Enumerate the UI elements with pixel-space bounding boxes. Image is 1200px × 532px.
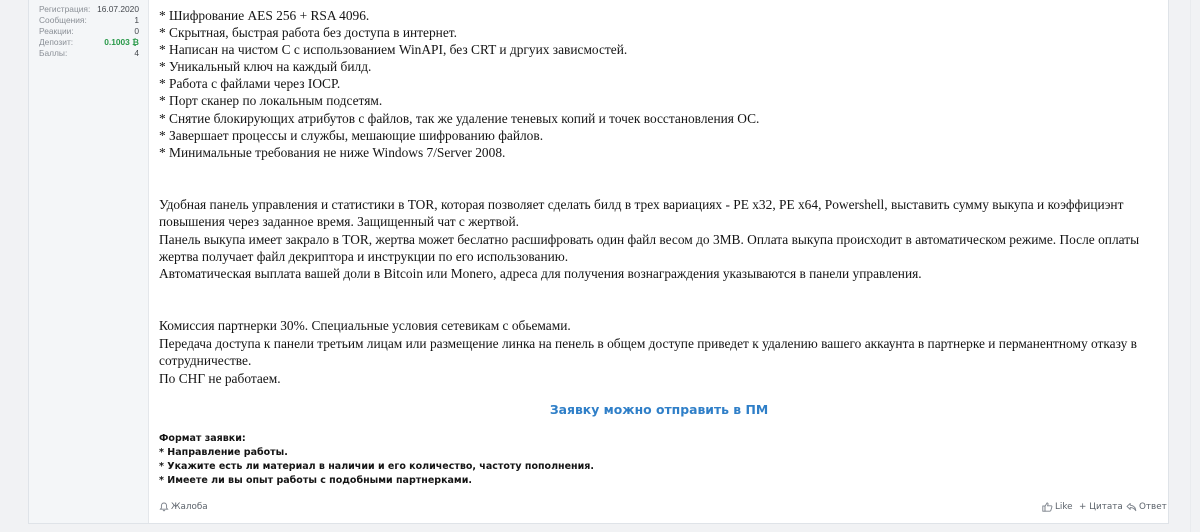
form-line: * Направление работы.: [159, 447, 288, 458]
feature-line: * Минимальные требования не ниже Windows 7/Server 2008.: [159, 145, 506, 160]
reply-icon: [1126, 502, 1137, 512]
thumbs-up-icon: [1042, 502, 1053, 512]
stat-value: 0: [134, 26, 139, 36]
feature-line: * Шифрование AES 256 + RSA 4096.: [159, 8, 370, 23]
like-label: Like: [1055, 502, 1073, 512]
stat-label: Реакции:: [39, 26, 74, 36]
panel-line: Удобная панель управления и статистики в TOR, которая позволяет сделать билд в трех вариациях - PE x32, PE x64, Powershell, выставить сумму выкупа и коэффициэнт: [159, 197, 1124, 212]
feature-line: * Работа с файлами через IOCP.: [159, 76, 341, 91]
stat-registration: [39, 4, 139, 15]
terms-line: сотрудничестве.: [159, 353, 252, 368]
feature-line: * Написан на чистом С с использованием WinAPI, без CRT и дргуих зависмостей.: [159, 42, 628, 57]
stat-label: Депозит:: [39, 37, 74, 47]
panel-line: Панель выкупа имеет закрало в TOR, жертва может беслатно расшифровать один файл весом до 3МВ. Оплата выкупа происходит в автоматическом режиме. После оплаты: [159, 232, 1140, 247]
feature-line: * Уникальный ключ на каждый билд.: [159, 59, 372, 74]
forum-post: [28, 0, 1169, 524]
send-request-link[interactable]: Заявку можно отправить в ПМ: [549, 402, 769, 417]
stat-value: 16.07.2020: [97, 4, 139, 14]
bell-icon: [159, 502, 169, 512]
terms-line: По СНГ не работаем.: [159, 371, 281, 386]
stat-messages: [39, 15, 139, 26]
page-border: [1190, 0, 1191, 532]
stat-label: Баллы:: [39, 48, 68, 58]
stat-deposit: [39, 37, 139, 48]
stat-value: 0.1003 ₿: [104, 37, 139, 47]
stat-label: Сообщения:: [39, 15, 87, 25]
report-button[interactable]: [159, 502, 208, 512]
reply-label: Ответ: [1139, 502, 1167, 512]
feature-line: * Скрытная, быстрая работа без доступа в интернет.: [159, 25, 457, 40]
panel-line: повышения через заданное время. Защищенный чат с жертвой.: [159, 214, 520, 229]
report-label: Жалоба: [171, 502, 208, 512]
form-title: Формат заявки:: [159, 433, 246, 444]
user-sidebar: [29, 0, 149, 523]
feature-line: * Завершает процессы и службы, мешающие шифрованию файлов.: [159, 128, 544, 143]
terms-line: Комиссия партнерки 30%. Специальные условия сетевикам с обьемами.: [159, 318, 571, 333]
quote-button[interactable]: [1079, 502, 1123, 512]
feature-line: * Порт сканер по локальным подсетям.: [159, 93, 383, 108]
stat-value: 1: [134, 15, 139, 25]
panel-line: Автоматическая выплата вашей доли в Bitcoin или Monero, адреса для получения вознаграждения указываются в панели управления.: [159, 266, 922, 281]
feature-line: * Снятие блокирующих атрибутов с файлов, так же удаление теневых копий и точек восстановления ОС.: [159, 111, 760, 126]
quote-label: + Цитата: [1079, 502, 1123, 512]
panel-line: жертва получает файл декриптора и инструкции по его использованию.: [159, 249, 569, 264]
reply-button[interactable]: [1126, 502, 1167, 512]
terms-line: Передача доступа к панели третьим лицам или размещение линка на пенель в общем доступе приведет к удалению вашего аккаунта в партнерке и перманентному отказу в: [159, 336, 1137, 351]
form-line: * Укажите есть ли материал в наличии и его количество, частоту пополнения.: [159, 461, 594, 472]
like-button[interactable]: [1042, 502, 1073, 512]
stat-value: 4: [134, 48, 139, 58]
stat-label: Регистрация:: [39, 4, 91, 14]
post-footer: [149, 496, 1169, 520]
stat-reactions: [39, 26, 139, 37]
form-line: * Имеете ли вы опыт работы с подобными партнерками.: [159, 475, 472, 486]
stat-points: [39, 48, 139, 59]
